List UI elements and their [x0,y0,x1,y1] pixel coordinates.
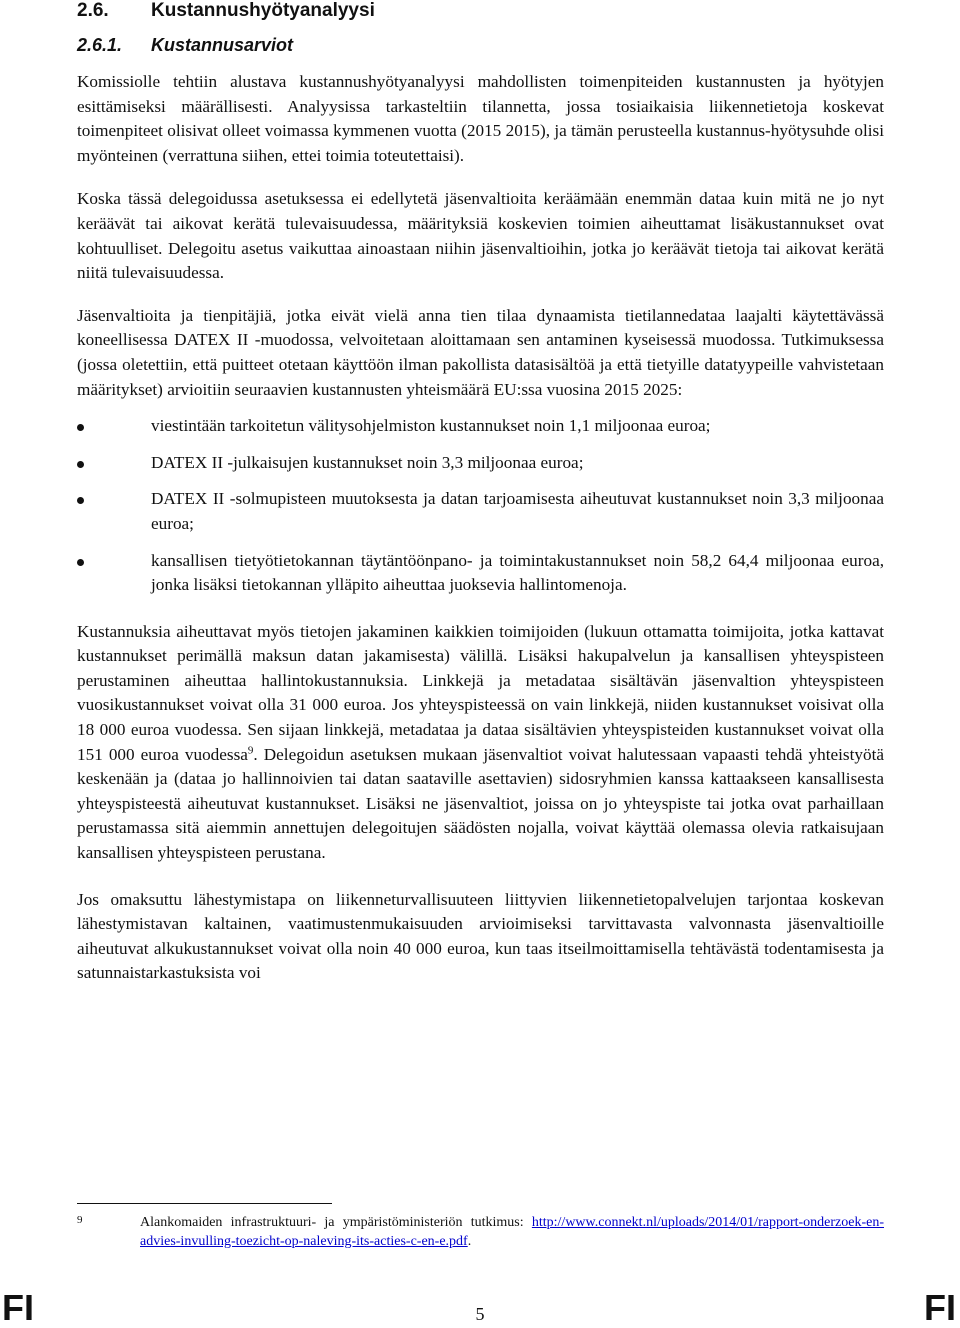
bullet-icon [77,461,84,468]
list-item [77,549,884,598]
list-item [77,414,884,439]
list-item [77,451,884,476]
paragraph-datex-costs: Jäsenvaltioita ja tienpitäjiä, jotka eivät vielä anna tien tilaa dynaamista tietilannedataa laajalti käytettävässä koneellisessa DATEX II -muodossa, velvoitetaan aloittamaan sen antaminen kyseisessä muodossa. Tutkimuksessa (jossa oletettiin, että puitteet otetaan käyttöön ilman pakollista datasisältöä ja että tietyille datatyypeille vahvistetaan määritykset) arvioitiin seuraavien kustannusten yhteismäärä EU:ssa vuosina 2015 2025: [77,305,884,399]
bullet-icon [77,424,84,431]
list-item-text: kansallisen tietyötietokannan täytäntöönpano- ja toimintakustannukset noin 58,2 64,4 miljoonaa euroa, jonka lisäksi tietokannan ylläpito aiheuttaa juoksevia hallintomenoja. [151,550,884,595]
subsection-title: Kustannusarviot [151,35,294,55]
footnote-separator [77,1203,332,1204]
section-number: 2.6. [77,0,109,21]
list-item-text: DATEX II -julkaisujen kustannukset noin 3,3 miljoonaa euroa; [151,452,584,472]
paragraph-text: . Delegoidun asetuksen mukaan jäsenvaltiot voivat halutessaan vapaasti tehdä yhteistyötä keskenään ja (dataa jo hallinnoivien tai datan saataville asettavien) sidosryhmien kanssa kattaakseen kansallisesta yhteyspisteestä aiheutuvat kustannukset. Lisäksi ne jäsenvaltiot, joissa on jo yhteyspiste tai jotka ovat parhaillaan perustamassa sitä aiemmin annettujen delegoitujen säädösten nojalla, voivat käyttää olemassa olevia ratkaisujaan kansallisen yhteyspisteen perustana. [77,744,884,863]
language-code-right: FI [924,1287,956,1328]
paragraph-additional-costs: Koska tässä delegoidussa asetuksessa ei edellytetä jäsenvaltioita keräämään enemmän dataa kuin mitä ne jo nyt keräävät tai aikovat kerätä tulevaisuudessa, määrityksiä koskevien toimien aiheuttamat lisäkustannukset ovat kohtuulliset. Delegoitu asetus vaikuttaa ainoastaan niihin jäsenvaltioihin, jotka jo keräävät tietoja tai aikovat kerätä niitä tulevaisuudessa. [77,189,884,283]
footnote-reference[interactable]: 9 [247,743,254,756]
footnote-period: . [467,1234,472,1249]
footnote [77,1213,884,1251]
paragraph-cost-benefit-analysis: Komissiolle tehtiin alustava kustannushyötyanalyysi mahdollisten toimenpiteiden kustannusten ja hyötyjen esittämiseksi määrällisesti. Analyysissa tarkasteltiin tilannetta, jossa tosiaikaisia liikennetietoja koskevat toimenpiteet olisivat olleet voimassa kymmenen vuotta (2015 2015), ja tämän perusteella kustannus-hyötysuhde olisi myönteinen (verrattuna siihen, ettei toimia toteutettaisi). [77,72,884,165]
list-item [77,487,884,536]
document-page [77,0,884,986]
page-number: 5 [475,1304,485,1324]
footnote-text [140,1213,884,1251]
language-code-left: FI [2,1287,34,1328]
footnote-link[interactable]: http://www.connekt.nl/uploads/2014/01/rapport-onderzoek-en-advies-invulling-toezicht-op-naleving-its-acties-c-en-e.pdf [140,1215,884,1249]
bullet-icon [77,559,84,566]
list-item-text: viestintään tarkoitetun välitysohjelmiston kustannukset noin 1,1 miljoonaa euroa; [151,416,711,436]
section-title: Kustannushyötyanalyysi [151,0,375,21]
paragraph-sharing-costs [77,620,884,866]
cost-list [77,414,884,598]
subsection-heading [77,34,884,56]
section-heading [77,0,884,22]
subsection-number: 2.6.1. [77,35,123,55]
bullet-icon [77,497,84,504]
footnote-number: 9 [77,1214,83,1226]
paragraph-text: Kustannuksia aiheuttavat myös tietojen jakaminen kaikkien toimijoiden (lukuun ottamatta toimijoita, jotka kattavat kustannukset perimällä maksun datan jakamisesta) välillä. Lisäksi hakupalvelun ja kansallisen yhteyspisteen perustaminen aiheuttaa hallintokustannuksia. Linkkejä ja metadataa sisältävän jäsenvaltion yhteyspisteen vuosikustannukset voivat olla 31 000 euroa. Jos yhteyspisteessä on vain linkkejä, niiden kustannukset voisivat olla 18 000 euroa vuodessa. Sen sijaan linkkejä, metadataa ja dataa sisältävien yhteyspisteiden kustannukset voivat olla 151 000 euroa vuodessa [77,621,884,764]
paragraph-compliance-costs: Jos omaksuttu lähestymistapa on liikenneturvallisuuteen liittyvien liikennetietopalvelujen tarjontaa koskevan lähestymistavan kaltainen, vaatimustenmukaisuuden arvioimiseksi tarvittavasta valvonnasta jäsenvaltioille aiheutuvat alkukustannukset voivat olla noin 40 000 euroa, kun taas itseilmoittamisella tehtävästä todentamisesta ja satunnaistarkastuksista voi [77,889,884,983]
footnote-source: Alankomaiden infrastruktuuri- ja ympäristöministeriön tutkimus: [140,1215,532,1230]
list-item-text: DATEX II -solmupisteen muutoksesta ja datan tarjoamisesta aiheutuvat kustannukset noin 3,3 miljoonaa euroa; [151,489,884,533]
